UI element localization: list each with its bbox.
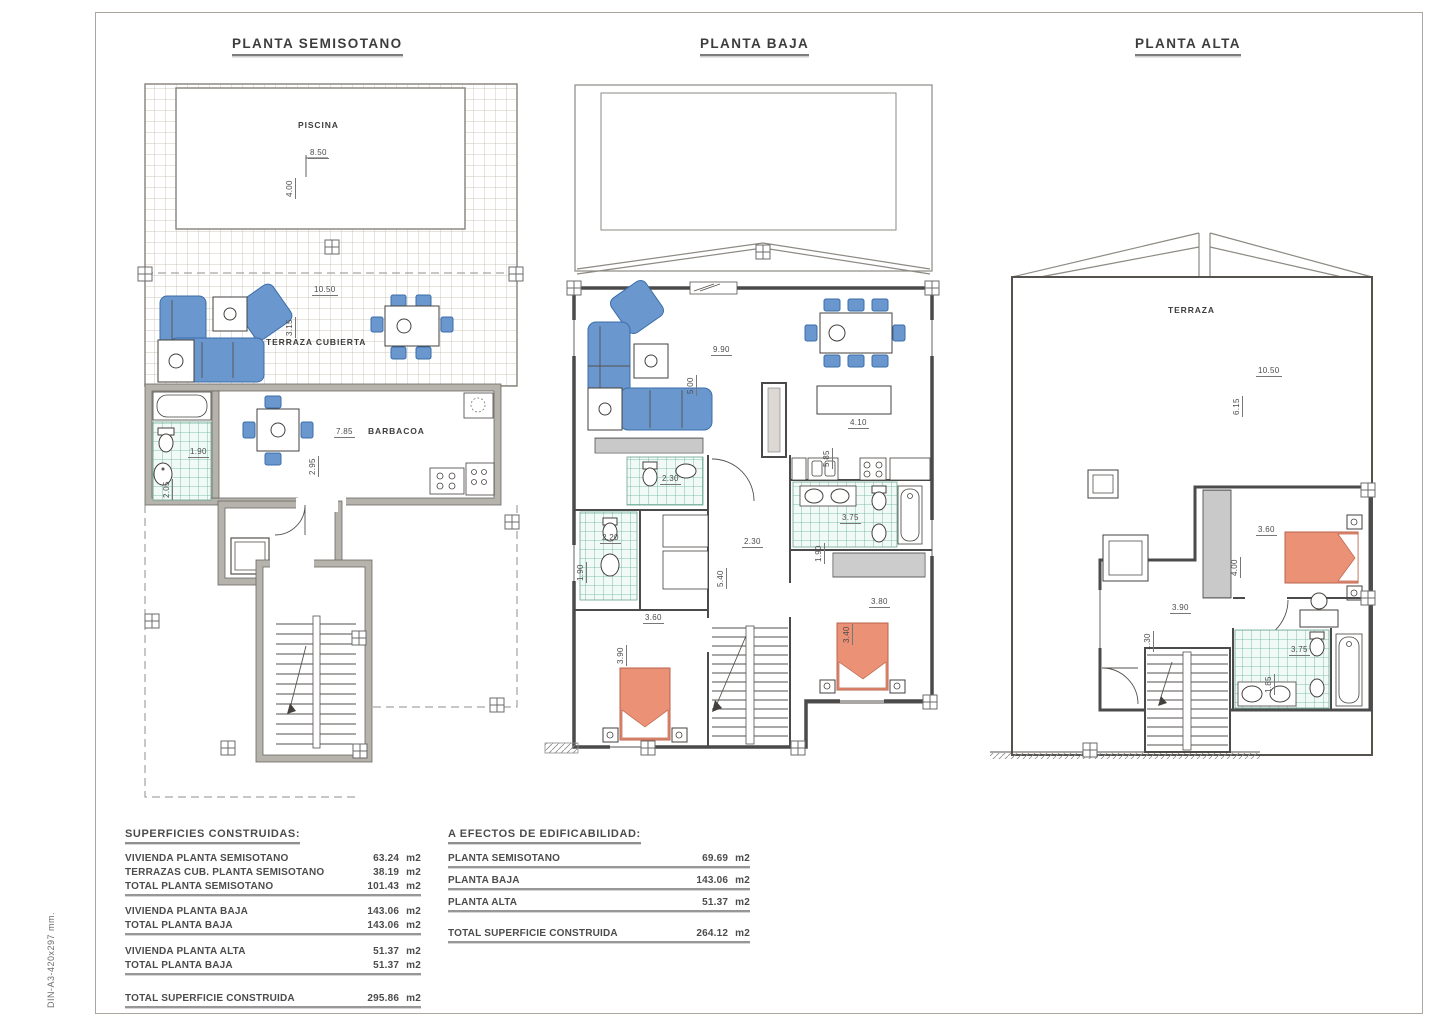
- table-row: PLANTA BAJA 143.06 m2: [448, 874, 750, 890]
- table-row-total: TOTAL PLANTA BAJA 143.06 m2: [125, 919, 421, 935]
- room-label-terraza: TERRAZA: [1168, 305, 1215, 315]
- dim-bano1-width: 2.20: [602, 533, 619, 542]
- plan-title-semisotano: PLANTA SEMISOTANO: [232, 36, 403, 56]
- dim-terraza-height: 6.15: [1232, 398, 1241, 415]
- table-row: VIVIENDA PLANTA BAJA 143.06 m2: [125, 906, 421, 917]
- dim-dorm-a-width: 3.60: [1258, 525, 1275, 534]
- edificabilidad-table-title: A EFECTOS DE EDIFICABILIDAD:: [448, 828, 641, 844]
- dim-pool-width: 8.50: [310, 148, 327, 157]
- table-row: PLANTA ALTA 51.37 m2: [448, 896, 750, 912]
- dim-terraza-cubierta-height: 3.15: [285, 319, 294, 336]
- table-row: TERRAZAS CUB. PLANTA SEMISOTANO 38.19 m2: [125, 867, 421, 878]
- dim-bano2-width: 3.75: [842, 513, 859, 522]
- paper-size-note: DIN-A3-420x297 mm.: [46, 911, 56, 1008]
- superficies-table: [125, 824, 421, 1008]
- dim-bano-s-height: 2.05: [162, 481, 171, 498]
- dim-pasillo-width: 3.90: [1172, 603, 1189, 612]
- dim-cocina-width: 4.10: [850, 418, 867, 427]
- dim-terraza-width: 10.50: [1258, 366, 1280, 375]
- dim-terraza-cubierta-width: 10.50: [314, 285, 336, 294]
- plan-baja-drawing: [545, 85, 939, 755]
- plan-title-alta: PLANTA ALTA: [1135, 36, 1241, 56]
- dim-bano-a-height: 1.85: [1264, 676, 1273, 693]
- table-row: VIVIENDA PLANTA SEMISOTANO 63.24 m2: [125, 853, 421, 864]
- plan-title-baja: PLANTA BAJA: [700, 36, 809, 56]
- room-label-barbacoa: BARBACOA: [368, 426, 425, 436]
- dim-bano1-height: 1.90: [576, 564, 585, 581]
- dim-barbacoa-height: 2.95: [308, 458, 317, 475]
- room-label-terraza-cubierta: TERRAZA CUBIERTA: [266, 337, 367, 347]
- superficies-table-title: SUPERFICIES CONSTRUIDAS:: [125, 828, 300, 844]
- dim-barbacoa-width: 7.85: [336, 427, 353, 436]
- dim-dorm1-width: 3.60: [645, 613, 662, 622]
- dim-dorm2-height: 3.40: [842, 626, 851, 643]
- dim-bano-a-width: 3.75: [1291, 645, 1308, 654]
- plan-semisotano-drawing: [138, 84, 523, 797]
- dim-dorm-a-height: 4.00: [1230, 559, 1239, 576]
- dim-pasillo-height: 1.30: [1143, 633, 1152, 650]
- edificabilidad-table: [448, 824, 750, 943]
- dim-dorm1-height: 3.90: [616, 647, 625, 664]
- dim-salon-width: 9.90: [713, 345, 730, 354]
- room-label-piscina: PISCINA: [298, 120, 339, 130]
- dim-pool-height: 4.00: [285, 180, 294, 197]
- table-row: VIVIENDA PLANTA ALTA 51.37 m2: [125, 946, 421, 957]
- dim-cocina-height: 5.85: [822, 450, 831, 467]
- table-row-total: TOTAL PLANTA SEMISOTANO 101.43 m2: [125, 880, 421, 896]
- table-row-grand-total: TOTAL SUPERFICIE CONSTRUIDA 295.86 m2: [125, 992, 421, 1008]
- dim-hall-width: 2.30: [744, 537, 761, 546]
- table-row-grand-total: TOTAL SUPERFICIE CONSTRUIDA 264.12 m2: [448, 927, 750, 943]
- table-row-total: TOTAL PLANTA BAJA 51.37 m2: [125, 959, 421, 975]
- dim-bano-s-width: 1.90: [190, 447, 207, 456]
- dim-dorm2-width: 3.80: [871, 597, 888, 606]
- dim-bano2-height: 1.90: [814, 545, 823, 562]
- dim-aseo-width: 2.30: [662, 474, 679, 483]
- table-row: PLANTA SEMISOTANO 69.69 m2: [448, 852, 750, 868]
- dim-salon-height: 5.00: [686, 377, 695, 394]
- dim-hall-height: 5.40: [716, 570, 725, 587]
